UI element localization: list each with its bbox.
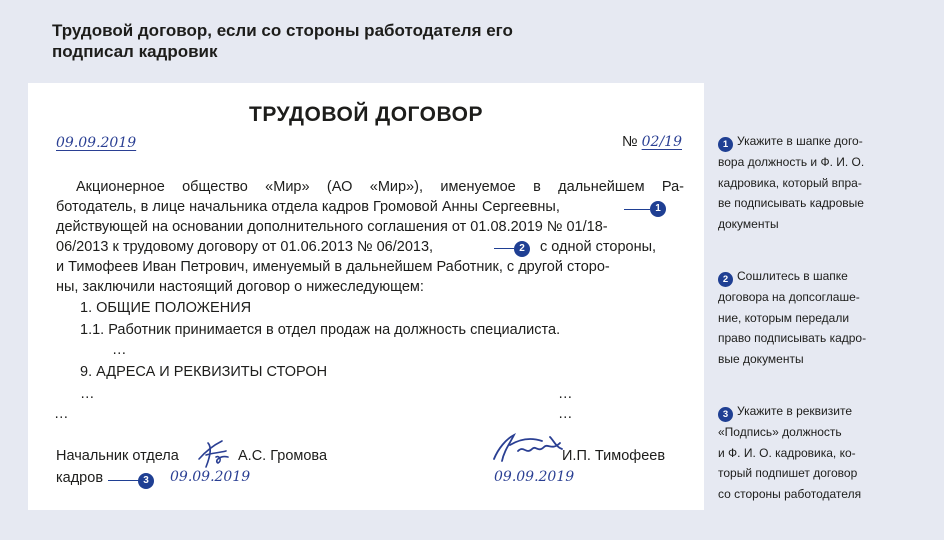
contract-title: ТРУДОВОЙ ДОГОВОР (249, 103, 483, 126)
ellipsis-2: … (80, 386, 95, 402)
badge-2-leader (494, 248, 514, 249)
badge-1-leader (624, 209, 650, 210)
note-2-line: договора на допсоглаше- (718, 290, 860, 304)
note-3-line: со стороны работодателя (718, 486, 862, 501)
note-3-line: торый подпишет договор (718, 466, 858, 480)
employer-sign-date: 09.09.2019 (170, 469, 251, 485)
note-3-badge: 3 (718, 407, 733, 422)
number-label: № (622, 134, 638, 150)
ellipsis-5: … (558, 406, 573, 422)
note-1-line: вора должность и Ф. И. О. (718, 155, 865, 169)
note-2-line: право подписывать кадро- (718, 331, 867, 345)
ellipsis-4: … (54, 406, 69, 422)
note-3 (718, 401, 918, 504)
paragraph-line-4a: 06/2013 к трудовому договору от 01.06.2013 № 06/2013, (56, 239, 434, 255)
employee-sign-date: 09.09.2019 (494, 469, 575, 485)
number-value: 02/19 (641, 134, 682, 150)
ellipsis-3: … (558, 386, 573, 402)
note-1 (718, 131, 918, 234)
paragraph-line-1: Акционерное общество «Мир» (АО «Мир»), именуемое в дальнейшем Ра- (76, 179, 684, 195)
note-1-badge: 1 (718, 137, 733, 152)
note-3-line: «Подпись» должность (718, 425, 842, 439)
employee-signature-icon (490, 429, 570, 469)
employer-signer-role-1: Начальник отдела (56, 448, 179, 464)
badge-3: 3 (138, 472, 154, 490)
contract-number (622, 134, 682, 150)
paragraph-line-4b: с одной стороны, (540, 239, 657, 255)
note-3-line: и Ф. И. О. кадровика, ко- (718, 445, 856, 460)
clause-1-1: 1.1. Работник принимается в отдел продаж на должность специалиста. (80, 322, 561, 338)
note-1-line: ве подписывать кадровые (718, 196, 864, 210)
page-heading (52, 20, 652, 62)
section-1-heading: 1. ОБЩИЕ ПОЛОЖЕНИЯ (80, 300, 252, 316)
badge-1: 1 (650, 200, 666, 218)
badge-2: 2 (514, 240, 530, 258)
note-2-line: ние, которым передали (718, 310, 850, 325)
contract-date: 09.09.2019 (56, 135, 137, 151)
employer-signer-name: А.С. Громова (238, 448, 328, 464)
note-2-badge: 2 (718, 272, 733, 287)
note-2 (718, 266, 918, 369)
heading-line-1: Трудовой договор, если со стороны работодателя его (52, 21, 513, 40)
paragraph-line-5: и Тимофеев Иван Петрович, именуемый в дальнейшем Работник, с другой сторо- (56, 259, 610, 275)
employee-name: И.П. Тимофеев (562, 448, 666, 464)
heading-line-2: подписал кадровик (52, 42, 218, 61)
note-1-line: документы (718, 216, 779, 231)
paragraph-line-6: ны, заключили настоящий договор о нижеследующем: (56, 279, 424, 295)
note-2-line: 2 Сошлитесь в шапке (718, 266, 918, 287)
employer-signature-icon (196, 437, 232, 471)
badge-3-leader (108, 480, 140, 481)
note-3-line: 3 Укажите в реквизите (718, 401, 918, 422)
employer-signer-role-2: кадров (56, 470, 104, 486)
note-1-line: 1 Укажите в шапке дого- (718, 131, 918, 152)
ellipsis-1: … (112, 342, 127, 358)
section-9-heading: 9. АДРЕСА И РЕКВИЗИТЫ СТОРОН (80, 364, 328, 380)
paragraph-line-3: действующей на основании дополнительного соглашения от 01.08.2019 № 01/18- (56, 219, 608, 235)
contract-document (28, 83, 704, 510)
note-2-line: вые документы (718, 351, 804, 366)
paragraph-line-2: ботодатель, в лице начальника отдела кадров Громовой Анны Сергеевны, (56, 199, 560, 215)
note-1-line: кадровика, который впра- (718, 175, 862, 190)
